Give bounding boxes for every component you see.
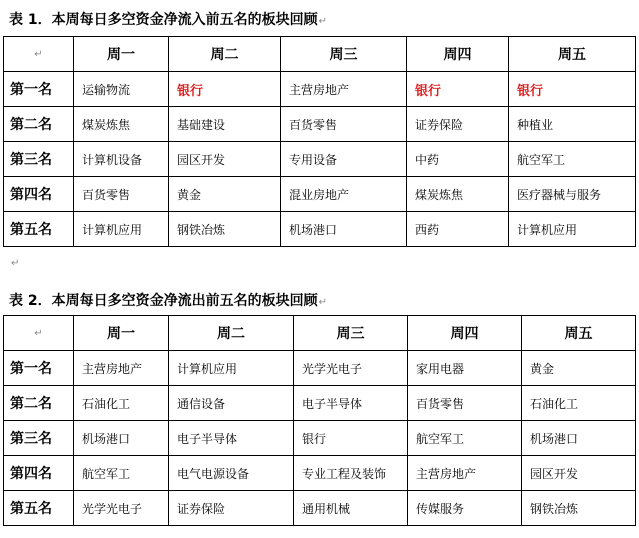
- table1-caption-text: 表 1．本周每日多空资金净流入前五名的板块回顾: [9, 12, 318, 28]
- table-cell: 中药: [407, 142, 509, 177]
- col-header-thu: 周四: [408, 316, 522, 351]
- table-cell: 传媒服务: [408, 491, 522, 526]
- row-header: 第一名: [4, 72, 74, 107]
- table-header-row: [4, 316, 636, 351]
- table-cell: 煤炭炼焦: [74, 107, 169, 142]
- row-header: 第一名: [4, 351, 74, 386]
- col-header-thu: 周四: [407, 37, 509, 72]
- table-cell: 通用机械: [294, 491, 408, 526]
- col-header-wed: 周三: [294, 316, 408, 351]
- table-row: [4, 491, 636, 526]
- row-header: 第三名: [4, 421, 74, 456]
- table-cell: 家用电器: [408, 351, 522, 386]
- table-cell: 钢铁冶炼: [169, 212, 281, 247]
- col-header-mon: 周一: [74, 316, 169, 351]
- table-cell-highlight: 银行: [509, 72, 636, 107]
- paragraph-mark: ↵: [318, 297, 328, 308]
- table-cell: 航空军工: [408, 421, 522, 456]
- row-header: 第四名: [4, 177, 74, 212]
- col-header-fri: 周五: [509, 37, 636, 72]
- table-cell: 电子半导体: [169, 421, 294, 456]
- table-row: [4, 142, 636, 177]
- table-cell: 证券保险: [407, 107, 509, 142]
- table-cell: 机场港口: [74, 421, 169, 456]
- table-cell: 运输物流: [74, 72, 169, 107]
- table-cell: 园区开发: [169, 142, 281, 177]
- table-cell: 航空军工: [509, 142, 636, 177]
- paragraph-mark: ↵: [11, 258, 20, 269]
- table-cell: 主营房地产: [74, 351, 169, 386]
- table-cell-highlight: 银行: [169, 72, 281, 107]
- corner-cell: ↵: [4, 316, 74, 351]
- table-cell: 煤炭炼焦: [407, 177, 509, 212]
- col-header-mon: 周一: [74, 37, 169, 72]
- table-cell: 主营房地产: [281, 72, 407, 107]
- table-row: [4, 72, 636, 107]
- table-row: [4, 421, 636, 456]
- table-cell: 通信设备: [169, 386, 294, 421]
- table-cell: 计算机设备: [74, 142, 169, 177]
- row-header: 第二名: [4, 107, 74, 142]
- table-row: [4, 386, 636, 421]
- paragraph-mark: ↵: [318, 16, 328, 27]
- table-cell: 计算机应用: [74, 212, 169, 247]
- table2-caption-text: 表 2．本周每日多空资金净流出前五名的板块回顾: [9, 293, 318, 309]
- col-header-tue: 周二: [169, 37, 281, 72]
- table-row: [4, 107, 636, 142]
- table-header-row: [4, 37, 636, 72]
- table-cell: 银行: [294, 421, 408, 456]
- table-cell: 石油化工: [74, 386, 169, 421]
- table-row: [4, 456, 636, 491]
- inflow-table: [3, 36, 636, 247]
- table-cell: 光学光电子: [294, 351, 408, 386]
- table2-caption: [9, 290, 327, 310]
- table-cell: 计算机应用: [169, 351, 294, 386]
- outflow-table: [3, 315, 636, 526]
- row-header: 第五名: [4, 491, 74, 526]
- table-cell: 证券保险: [169, 491, 294, 526]
- table-cell: 西药: [407, 212, 509, 247]
- row-header: 第三名: [4, 142, 74, 177]
- table-cell: 百货零售: [281, 107, 407, 142]
- table-cell: 园区开发: [522, 456, 636, 491]
- table-cell: 混业房地产: [281, 177, 407, 212]
- table-cell: 种植业: [509, 107, 636, 142]
- table-cell: 专业工程及装饰: [294, 456, 408, 491]
- table-cell: 电子半导体: [294, 386, 408, 421]
- table-cell: 钢铁冶炼: [522, 491, 636, 526]
- row-header: 第二名: [4, 386, 74, 421]
- row-header: 第四名: [4, 456, 74, 491]
- table-cell: 医疗器械与服务: [509, 177, 636, 212]
- table-cell: 机场港口: [281, 212, 407, 247]
- col-header-fri: 周五: [522, 316, 636, 351]
- col-header-wed: 周三: [281, 37, 407, 72]
- corner-cell: ↵: [4, 37, 74, 72]
- row-header: 第五名: [4, 212, 74, 247]
- table-cell: 黄金: [522, 351, 636, 386]
- table1-caption: [9, 9, 327, 29]
- table-cell: 计算机应用: [509, 212, 636, 247]
- table-cell: 主营房地产: [408, 456, 522, 491]
- table-cell: 航空军工: [74, 456, 169, 491]
- table-cell: 百货零售: [74, 177, 169, 212]
- table-row: [4, 212, 636, 247]
- table-cell: 百货零售: [408, 386, 522, 421]
- table-cell: 黄金: [169, 177, 281, 212]
- table-cell-highlight: 银行: [407, 72, 509, 107]
- table-cell: 专用设备: [281, 142, 407, 177]
- table-cell: 石油化工: [522, 386, 636, 421]
- col-header-tue: 周二: [169, 316, 294, 351]
- table-cell: 机场港口: [522, 421, 636, 456]
- table-cell: 电气电源设备: [169, 456, 294, 491]
- table-row: [4, 177, 636, 212]
- table-cell: 光学光电子: [74, 491, 169, 526]
- table-cell: 基础建设: [169, 107, 281, 142]
- table-row: [4, 351, 636, 386]
